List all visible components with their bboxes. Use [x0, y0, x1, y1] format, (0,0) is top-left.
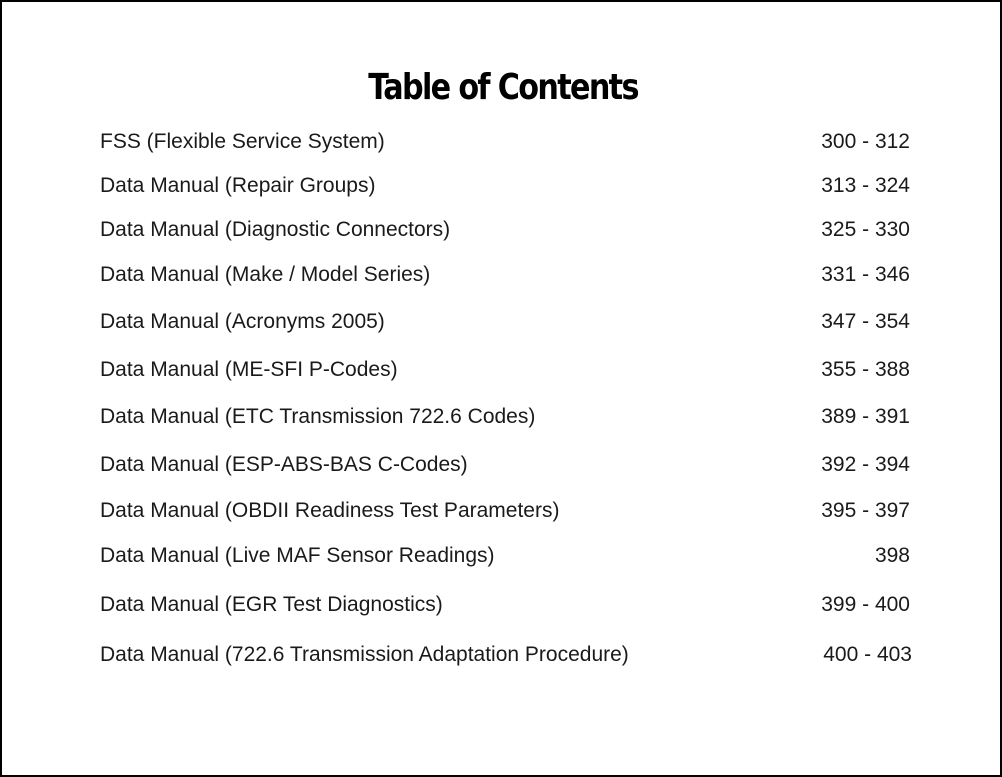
toc-entry-pages: 325 - 330 — [821, 218, 910, 241]
page-title: Table of Contents — [368, 67, 638, 108]
toc-entry-label: Data Manual (Acronyms 2005) — [100, 310, 385, 333]
toc-entry-pages: 399 - 400 — [821, 593, 910, 616]
toc-entry-label: FSS (Flexible Service System) — [100, 130, 385, 153]
toc-entry-pages: 347 - 354 — [821, 310, 910, 333]
toc-entry — [100, 127, 910, 157]
toc-entry — [100, 541, 910, 571]
toc-entry-pages: 300 - 312 — [821, 130, 910, 153]
toc-entry-pages: 392 - 394 — [821, 453, 910, 476]
toc-entry-label: Data Manual (Repair Groups) — [100, 174, 376, 197]
toc-entry-pages: 313 - 324 — [821, 174, 910, 197]
toc-entry-label: Data Manual (Make / Model Series) — [100, 263, 431, 286]
toc-entry — [100, 496, 910, 526]
toc-entry-pages: 395 - 397 — [821, 499, 910, 522]
toc-entry-pages: 398 — [874, 544, 910, 567]
toc-entry-label: Data Manual (Diagnostic Connectors) — [100, 218, 451, 241]
toc-entry — [100, 590, 910, 620]
toc-entry-label: Data Manual (Live MAF Sensor Readings) — [100, 544, 495, 567]
toc-entry-pages: 355 - 388 — [821, 358, 910, 381]
toc-entry — [100, 215, 910, 245]
toc-entry-label: Data Manual (722.6 Transmission Adaptation Procedure) — [100, 643, 629, 666]
toc-entry-pages: 400 - 403 — [823, 643, 912, 666]
toc-entry-pages: 331 - 346 — [821, 263, 910, 286]
toc-entry — [100, 171, 910, 201]
toc-entry — [100, 450, 910, 480]
toc-entry-label: Data Manual (EGR Test Diagnostics) — [100, 593, 443, 616]
toc-entry-label: Data Manual (OBDII Readiness Test Parameters) — [100, 499, 560, 522]
toc-entry — [100, 640, 912, 670]
toc-entry — [100, 260, 910, 290]
toc-entry — [100, 307, 910, 337]
toc-entry — [100, 355, 910, 385]
toc-entry — [100, 402, 910, 432]
toc-entry-pages: 389 - 391 — [821, 405, 910, 428]
toc-entry-label: Data Manual (ME-SFI P-Codes) — [100, 358, 398, 381]
toc-entry-label: Data Manual (ESP-ABS-BAS C-Codes) — [100, 453, 468, 476]
toc-entry-label: Data Manual (ETC Transmission 722.6 Codes) — [100, 405, 536, 428]
